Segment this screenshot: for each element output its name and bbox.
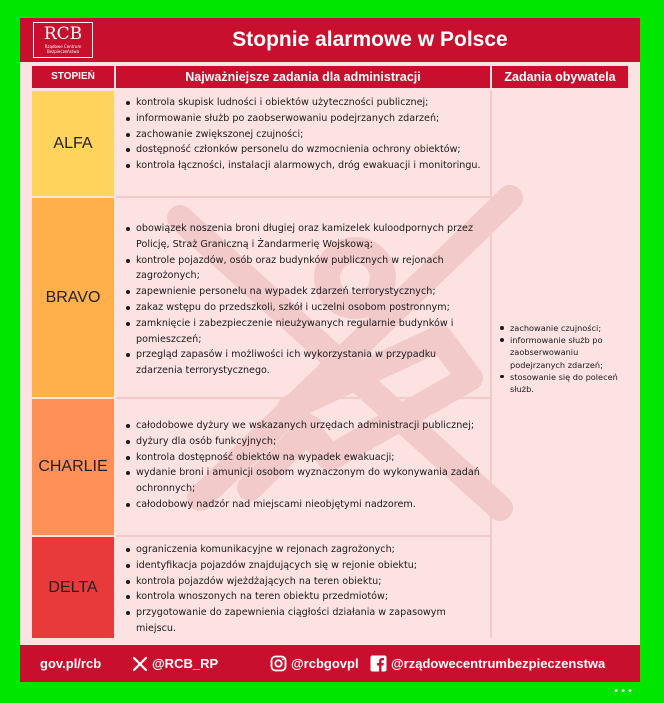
level-delta: DELTA — [32, 537, 114, 638]
task-item: zachowanie zwiększonej czujności; — [126, 127, 484, 143]
facebook-icon — [370, 655, 387, 672]
rcb-logo — [33, 22, 93, 58]
task-item: przegląd zapasów i możliwości ich wykorzystania w przypadku zdarzenia terrorystycznego. — [126, 347, 484, 379]
citizen-tasks — [500, 322, 628, 395]
level-charlie: CHARLIE — [32, 399, 114, 535]
column-divider — [490, 91, 492, 638]
level-alfa: ALFA — [32, 91, 114, 196]
task-item: przygotowanie do zapewnienia ciągłości działania w zapasowym miejscu. — [126, 605, 484, 637]
x-link[interactable] — [132, 645, 218, 682]
admin-tasks-charlie — [116, 414, 490, 535]
task-item: zapewnienie personelu na wypadek zdarzeń terrorystycznych; — [126, 284, 484, 300]
column-header-citizen: Zadania obywatela — [492, 66, 628, 88]
website-text: gov.pl/rcb — [40, 656, 102, 671]
citizen-task-item: stosowanie się do poleceń służb. — [500, 371, 628, 395]
task-item: kontrola skupisk ludności i obiektów użyteczności publicznej; — [126, 95, 484, 111]
facebook-handle: @rządowecentrumbezpieczenstwa — [391, 656, 606, 671]
facebook-link[interactable] — [370, 645, 605, 682]
column-header-level: STOPIEŃ — [32, 66, 114, 88]
infographic-card — [20, 18, 640, 682]
instagram-icon — [270, 655, 287, 672]
x-handle: @RCB_RP — [152, 656, 219, 671]
column-header-admin: Najważniejsze zadania dla administracji — [116, 66, 490, 88]
citizen-task-item: informowanie służb po zaobserwowaniu podejrzanych zdarzeń; — [500, 334, 628, 371]
level-bravo: BRAVO — [32, 198, 114, 397]
more-dots-icon[interactable]: ••• — [613, 686, 634, 697]
task-item: całodobowy nadzór nad miejscami nieobjętymi nadzorem. — [126, 497, 484, 513]
task-item: zakaz wstępu do przedszkoli, szkół i uczelni osobom postronnym; — [126, 300, 484, 316]
task-item: dyżury dla osób funkcyjnych; — [126, 434, 484, 450]
task-item: kontrola pojazdów wjeżdżających na teren obiektu; — [126, 574, 484, 590]
row-divider — [116, 196, 490, 198]
logo-text: RCB — [43, 24, 83, 44]
admin-tasks-alfa — [116, 91, 490, 196]
page-title: Stopnie alarmowe w Polsce — [232, 28, 508, 51]
task-item: kontrola wnoszonych na teren obiektu przedmiotów; — [126, 589, 484, 605]
task-item: dostępność członków personelu do wzmocnienia ochrony obiektów; — [126, 142, 484, 158]
admin-tasks-bravo — [116, 217, 490, 397]
task-item: wydanie broni i amunicji osobom wyznaczonym do wykonywania zadań ochronnych; — [126, 465, 484, 497]
task-item: kontrola łączności, instalacji alarmowych, dróg ewakuacji i monitoringu. — [126, 158, 484, 174]
instagram-handle: @rcbgovpl — [291, 656, 359, 671]
task-item: obowiązek noszenia broni długiej oraz kamizelek kuloodpornych przez Policję, Straż Graniczną i Żandarmerię Wojskową; — [126, 221, 484, 253]
task-item: kontrole pojazdów, osób oraz budynków publicznych w rejonach zagrożonych; — [126, 253, 484, 285]
logo-subtext: Rządowe Centrum Bezpieczeństwa — [44, 44, 82, 54]
task-item: ograniczenia komunikacyjne w rejonach zagrożonych; — [126, 542, 484, 558]
task-item: kontrola dostępność obiektów na wypadek ewakuacji; — [126, 450, 484, 466]
task-item: całodobowe dyżury we wskazanych urzędach administracji publicznej; — [126, 418, 484, 434]
task-item: identyfikacja pojazdów znajdujących się w rejonie obiektu; — [126, 558, 484, 574]
task-item: zamknięcie i zabezpieczenie nieużywanych regularnie budynków i pomieszczeń; — [126, 316, 484, 348]
row-divider — [116, 535, 490, 537]
admin-tasks-delta — [116, 538, 490, 638]
website-link[interactable] — [40, 645, 101, 682]
citizen-task-item: zachowanie czujności; — [500, 322, 628, 334]
instagram-link[interactable] — [270, 645, 359, 682]
footer-bar — [20, 645, 640, 682]
task-item: informowanie służb po zaobserwowaniu podejrzanych zdarzeń; — [126, 111, 484, 127]
header-bar — [20, 18, 640, 62]
x-logo-icon — [132, 656, 148, 672]
row-divider — [116, 397, 490, 399]
